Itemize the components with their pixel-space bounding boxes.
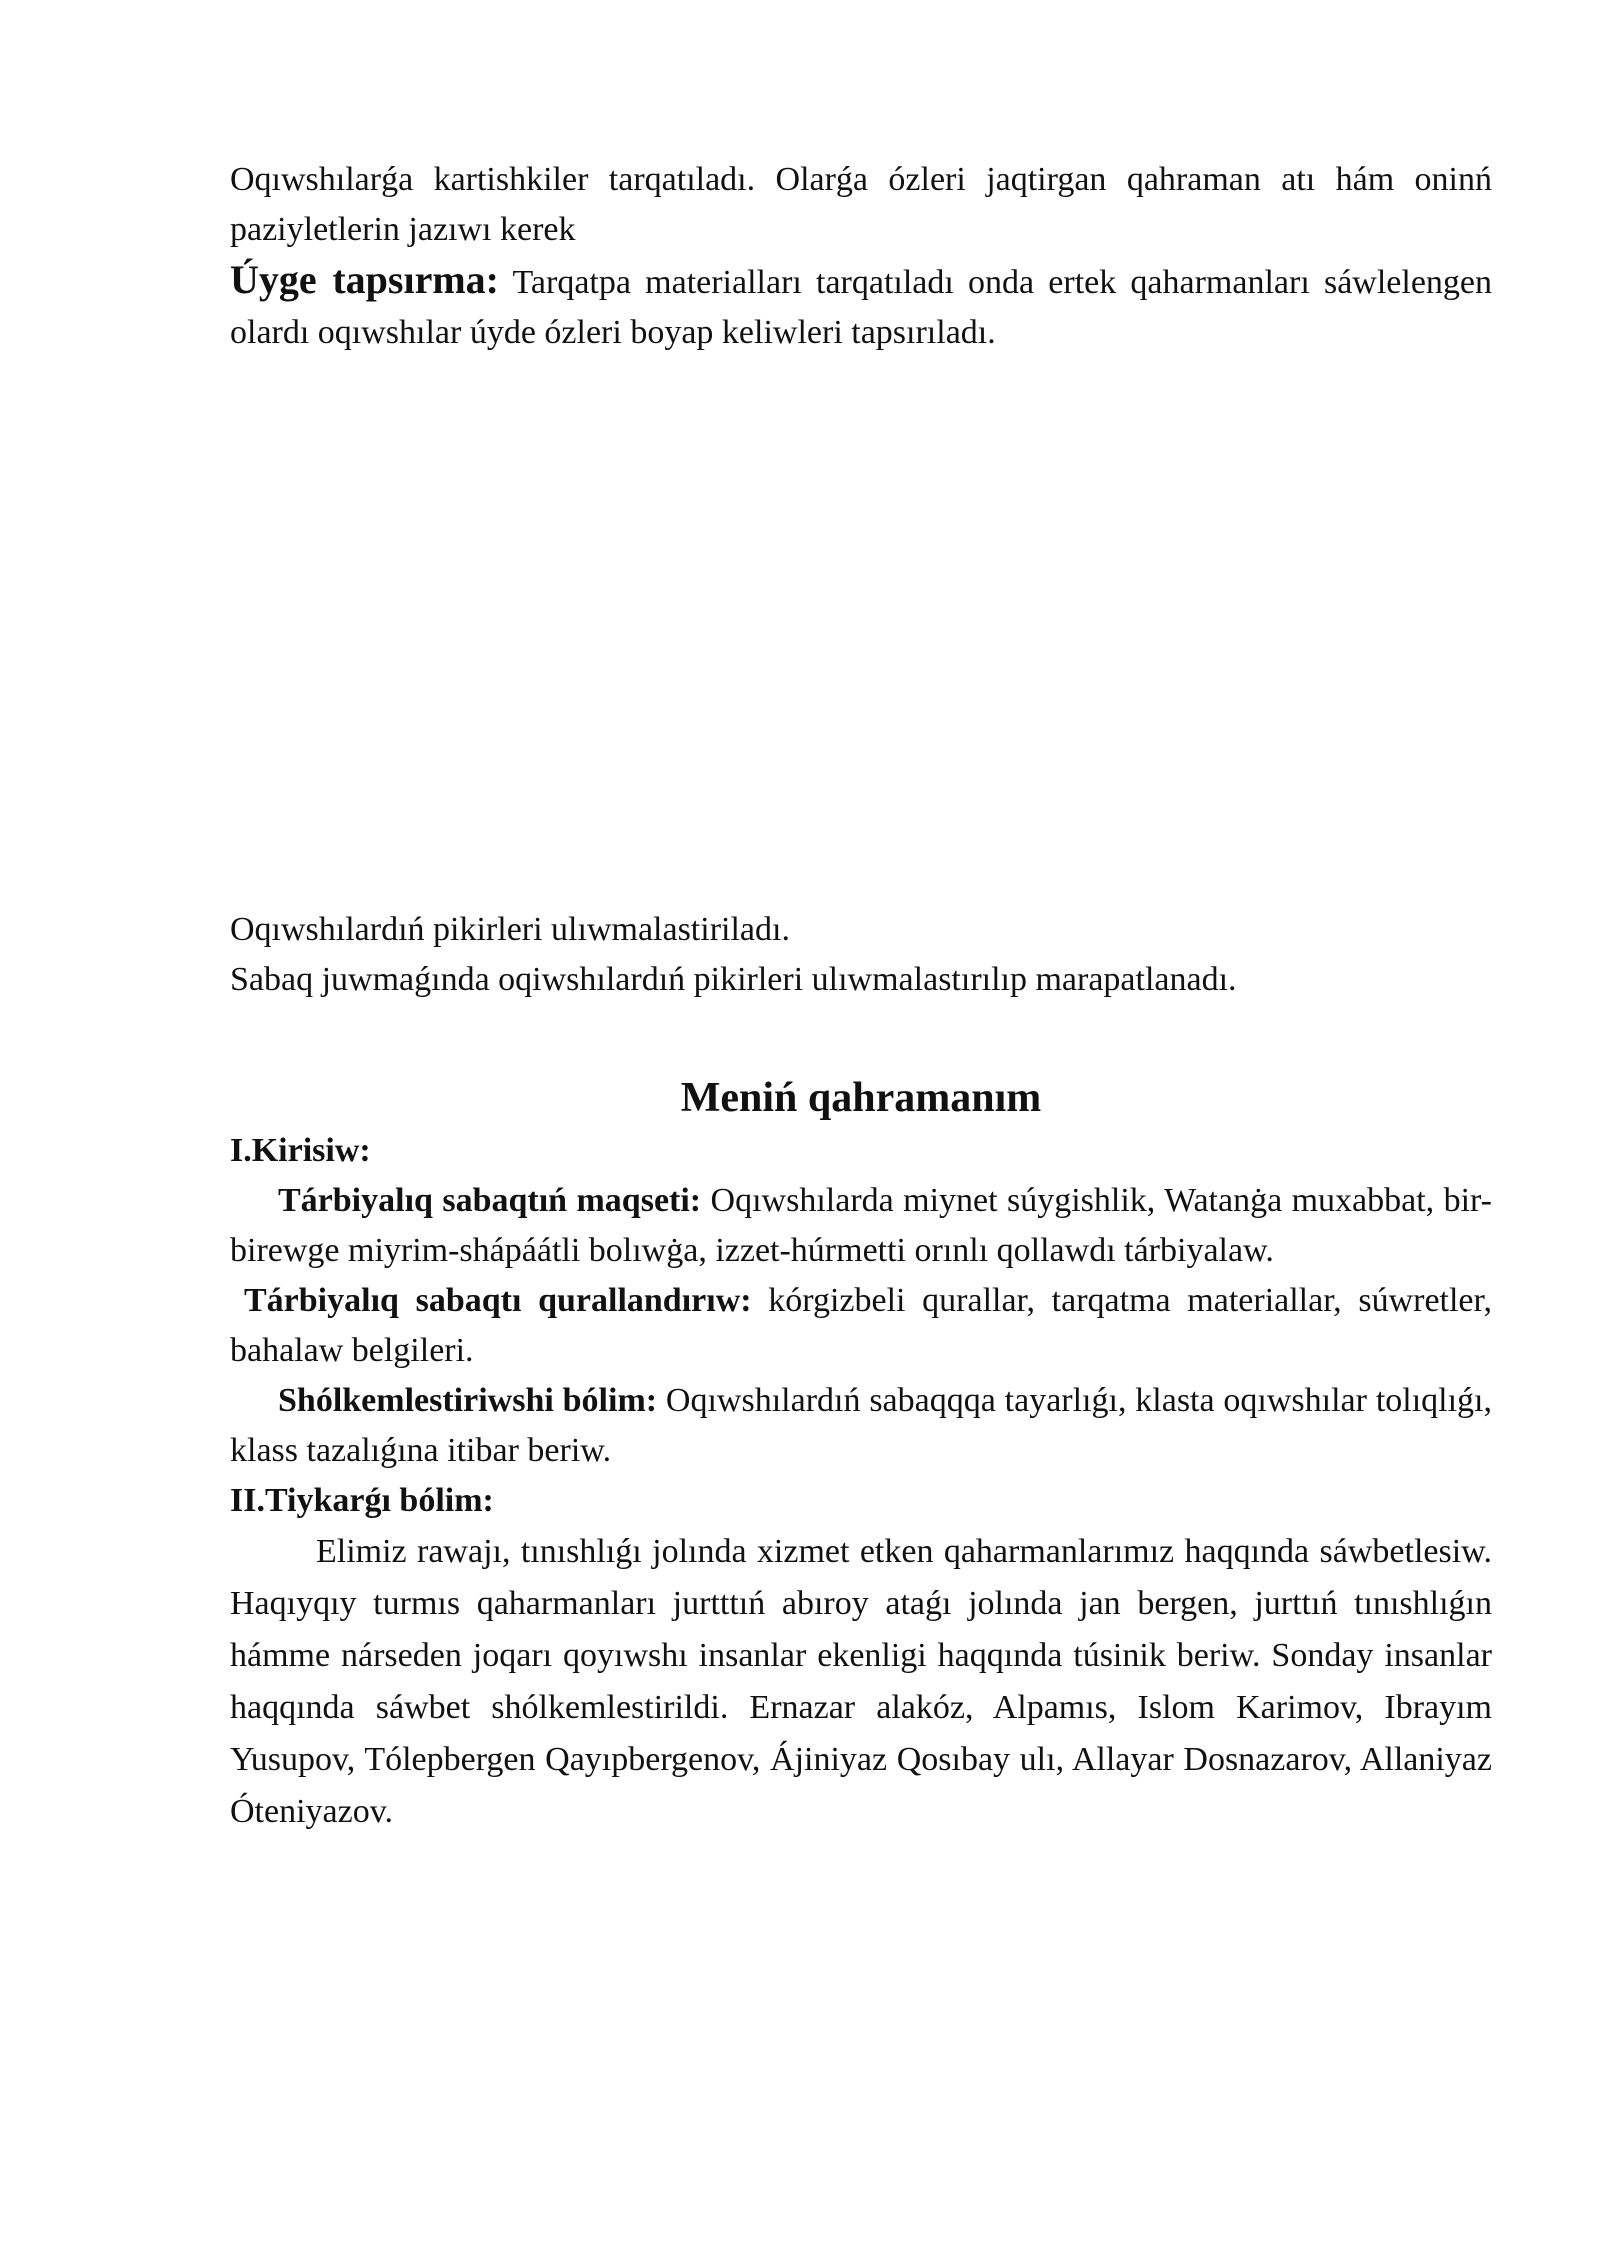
summary-paragraph-2: Sabaq juwmaǵında oqiwshılardıń pikirleri ulıwmalastırılıp marapatlanadı. [230, 961, 1237, 998]
main-paragraph: Elimiz rawajı, tınıshlıǵı jolında xizmet etken qaharmanlarımız haqqında sáwbetlesiw. Haqıyqıy turmıs qaharmanları jurtttıń abıroy ataǵı jolında jan bergen, jurttıń tınıshlıǵın hámme nárseden joqarı qoyıwshı insanlar ekenligi haqqında túsinik beriw. Sonday insanlar haqqında sáwbet shólkemlestirildi. Ernazar alakóz, Alpamıs, Islom Karimov, Ibrayım Yusupov, Tólepbergen Qayıpbergenov, Ájiniyaz Qosıbay ulı, Allayar Dosnazarov, Allaniyaz Óteniyazov. [230, 1533, 1492, 1830]
organization-label: Shólkemlestiriwshi bólim: [278, 1382, 658, 1419]
goal-paragraph [230, 1176, 1492, 1276]
equipment-paragraph [230, 1276, 1492, 1376]
homework-text: Tarqatpa materialları tarqatıladı onda ertek qaharmanları sáwlelengen olardı oqıwshılar úyde ózleri boyap keliwleri tapsırıladı. [230, 264, 1493, 351]
equipment-text: kórgizbeli qurallar, tarqatma materiallar, súwretler, bahalaw belgileri. [230, 1282, 1492, 1369]
homework-label: Úyge tapsırma: [230, 257, 499, 302]
summary-paragraph-1: Oqıwshılardıń pikirleri ulıwmalastiriladı. [230, 911, 790, 948]
goal-label: Tárbiyalıq sabaqtıń maqseti: [278, 1182, 702, 1219]
equipment-label: Tárbiyalıq sabaqtı qurallandırıw: [244, 1282, 752, 1319]
intro-heading: I.Kirisiw: [230, 1132, 371, 1169]
top-section [230, 155, 1492, 358]
goal-text: Oqıwshılarda miynet súygishlik, Watanġa muxabbat, bir-birewge miyrim-shápáátli bolıwġa, izzet-húrmetti orınlı qollawdı tárbiyalaw. [230, 1182, 1492, 1269]
organization-text: Oqıwshılardıń sabaqqqa tayarlıǵı, klasta oqıwshılar tolıqlıǵı, klass tazalıǵına itibar beriw. [230, 1382, 1492, 1469]
cards-paragraph: Oqıwshılarǵa kartishkiler tarqatıladı. Olarǵa ózleri jaqtirgan qahraman atı hám oninń paziyletlerin jazıwı kerek [230, 161, 1492, 248]
summary-section [230, 905, 1492, 1005]
main-heading: II.Tiykarǵı bólim: [230, 1482, 494, 1519]
homework-paragraph [230, 255, 1492, 358]
lesson-title: Meniń qahramanım [680, 1075, 1042, 1121]
lesson-section [230, 1070, 1492, 1838]
organization-paragraph [230, 1376, 1492, 1476]
